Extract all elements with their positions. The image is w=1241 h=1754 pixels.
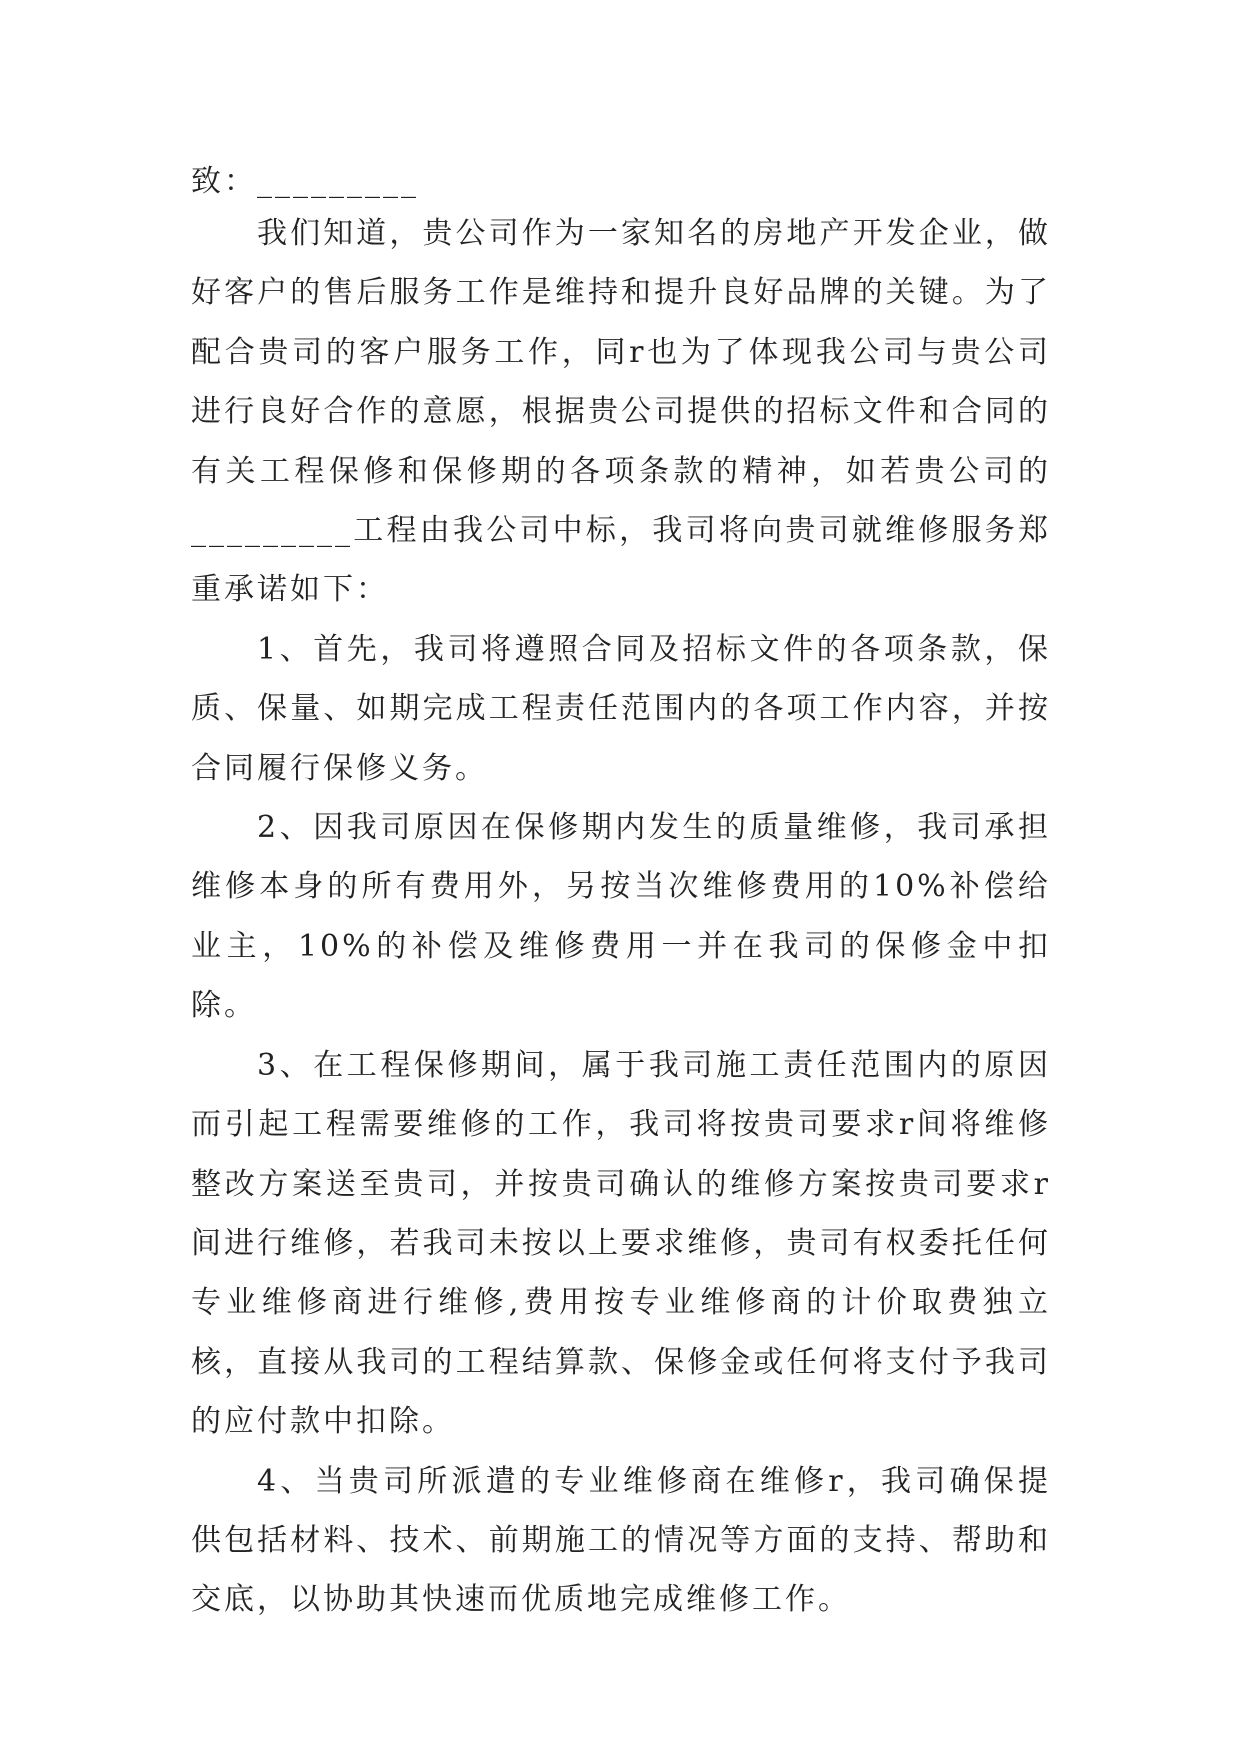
clause-4-paragraph: 4、当贵司所派遣的专业维修商在维修r，我司确保提供包括材料、技术、前期施工的情况等方面的支持、帮助和交底，以协助其快速而优质地完成维修工作。	[191, 1463, 1051, 1618]
clause-2-paragraph: 2、因我司原因在保修期内发生的质量维修，我司承担维修本身的所有费用外，另按当次维修费用的10%补偿给业主，10%的补偿及维修费用一并在我司的保修金中扣除。	[191, 810, 1051, 1024]
clause-1-paragraph: 1、首先，我司将遵照合同及招标文件的各项条款，保质、保量、如期完成工程责任范围内的各项工作内容，并按合同履行保修义务。	[191, 631, 1051, 786]
clause-3-paragraph: 3、在工程保修期间，属于我司施工责任范围内的原因而引起工程需要维修的工作，我司将按贵司要求r间将维修整改方案送至贵司，并按贵司确认的维修方案按贵司要求r间进行维修，若我司未按以上要求维修，贵司有权委托任何专业维修商进行维修,费用按专业维修商的计价取费独立核，直接从我司的工程结算款、保修金或任何将支付予我司的应付款中扣除。	[191, 1047, 1051, 1440]
intro-paragraph: 我们知道，贵公司作为一家知名的房地产开发企业，做好客户的售后服务工作是维持和提升良好品牌的关键。为了配合贵司的客户服务工作，同r也为了体现我公司与贵公司进行良好合作的意愿，根据贵公司提供的招标文件和合同的有关工程保修和保修期的各项条款的精神，如若贵公司的_________工程由我公司中标，我司将向贵司就维修服务郑重承诺如下：	[191, 216, 1051, 608]
document-body	[191, 160, 1051, 1630]
salutation-line: 致：_________	[191, 164, 419, 199]
